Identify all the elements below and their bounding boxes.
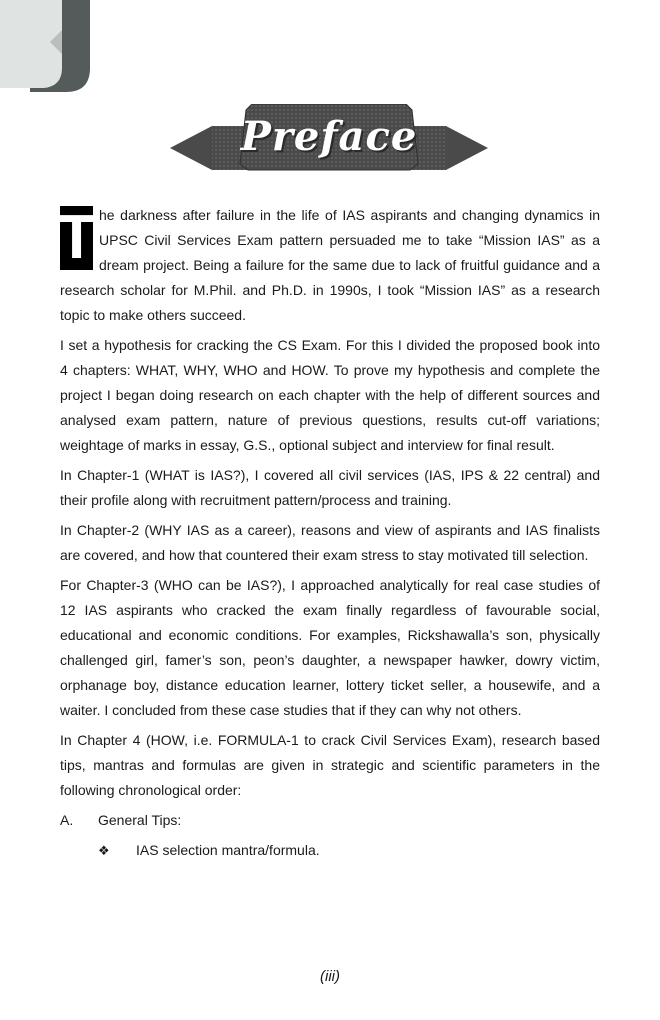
paragraph-4: In Chapter-2 (WHY IAS as a career), reasons and view of aspirants and IAS finalists are covered, and how that countered their exam stress to stay motivated till selection. — [60, 522, 600, 563]
list-item-general-tips — [60, 808, 600, 833]
preface-body — [57, 203, 600, 863]
paragraph-6: In Chapter 4 (HOW, i.e. FORMULA-1 to crack Civil Services Exam), research based tips, mantras and formulas are given in strategic and scientific parameters in the following chronological order: — [60, 732, 600, 798]
paragraph-2: I set a hypothesis for cracking the CS Exam. For this I divided the proposed book into 4 chapters: WHAT, WHY, WHO and HOW. To prove my hypothesis and complete the project I began doing research on each chapter with the help of different sources and analysed exam pattern, nature of previous questions, results cut-off variations; weightage of marks in essay, G.S., optional subject and interview for final result. — [60, 337, 600, 453]
list-item-label: General Tips: — [98, 812, 182, 828]
sub-list-item-text: IAS selection mantra/formula. — [136, 842, 320, 858]
paragraph-5: For Chapter-3 (WHO can be IAS?), I approached analytically for real case studies of 12 IAS aspirants who cracked the exam finally regardless of favourable social, educational and economic conditions. For examples, Rickshawalla’s son, physically challenged girl, famer’s son, peon’s daughter, a newspaper hawker, dowry victim, orphanage boy, distance education learner, lottery ticket seller, a housewife, and a waiter. I concluded from these case studies that if they can why not others. — [60, 577, 600, 718]
drop-cap — [57, 203, 96, 272]
sub-list-item — [98, 838, 600, 863]
diamond-bullet-icon: ❖ — [98, 843, 110, 858]
drop-cap-letter: T — [57, 203, 96, 272]
paragraph-3: In Chapter-1 (WHAT is IAS?), I covered all civil services (IAS, IPS & 22 central) and their profile along with recruitment pattern/process and training. — [60, 467, 600, 508]
page-title: Preface — [240, 112, 418, 160]
corner-tab-decoration — [0, 0, 90, 92]
paragraph-1 — [57, 203, 600, 328]
paragraph-1-text: he darkness after failure in the life of IAS aspirants and changing dynamics in UPSC Civil Services Exam pattern persuaded me to take “Mission IAS” as a dream project. Being a failure for the same due to lack of fruitful guidance and a research scholar for M.Phil. and Ph.D. in 1990s, I took “Mission IAS” as a research topic to make others succeed. — [60, 207, 600, 323]
list-marker: A. — [60, 812, 74, 828]
page-number: (iii) — [320, 968, 340, 985]
